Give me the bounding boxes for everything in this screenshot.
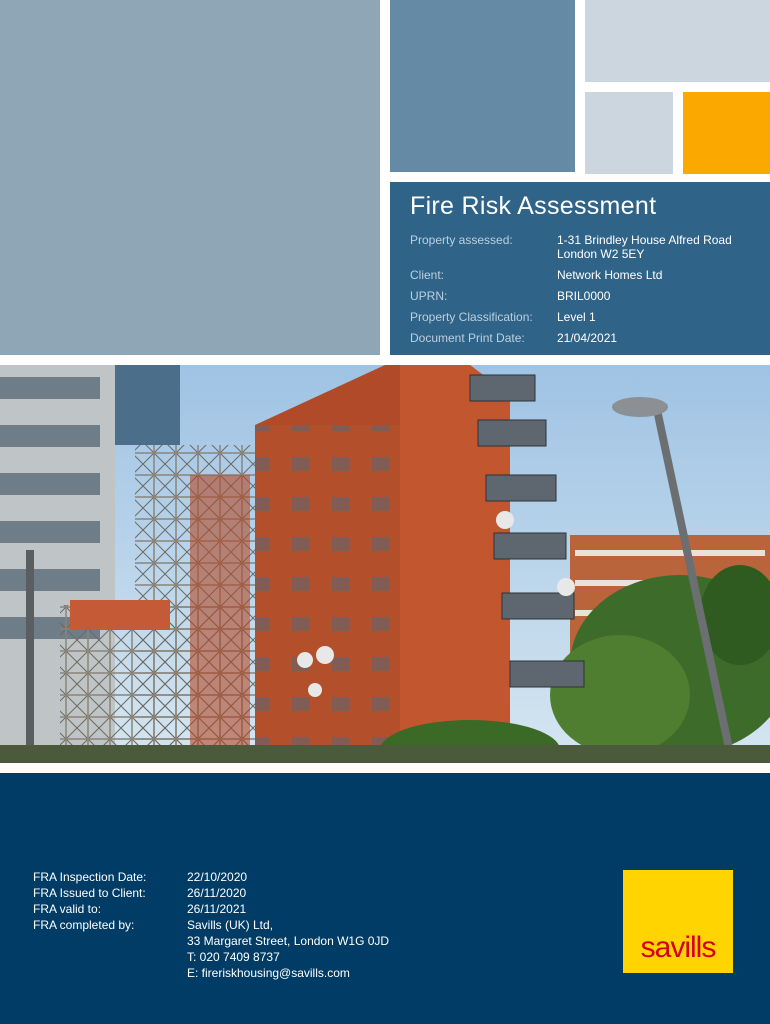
detail-value: Level 1 [557, 310, 596, 324]
detail-row-classification [410, 310, 770, 324]
detail-row-uprn [410, 289, 770, 303]
fra-details [33, 869, 447, 981]
fra-row-inspection [33, 869, 447, 885]
detail-value-line: London W2 5EY [557, 247, 645, 261]
fra-row-completed-by [33, 917, 447, 981]
fra-label: FRA Inspection Date: [33, 870, 147, 884]
fra-value-line: E: fireriskhousing@savills.com [187, 966, 350, 980]
fra-label: FRA Issued to Client: [33, 886, 146, 900]
decorative-block-blue [390, 0, 575, 172]
fra-label: FRA completed by: [33, 918, 135, 932]
fra-value: 26/11/2021 [187, 902, 247, 916]
fra-value: 22/10/2020 [187, 870, 248, 884]
detail-label: Property assessed: [410, 233, 513, 247]
detail-label: Property Classification: [410, 310, 533, 324]
fra-value-line: Savills (UK) Ltd, [187, 918, 274, 932]
document-title: Fire Risk Assessment [410, 192, 657, 220]
title-panel [390, 182, 770, 355]
detail-label: Document Print Date: [410, 331, 525, 345]
building-photo [0, 365, 770, 763]
detail-label: Client: [410, 268, 445, 282]
fra-row-valid [33, 901, 447, 917]
footer-panel [0, 773, 770, 1024]
detail-value: Network Homes Ltd [557, 268, 663, 282]
detail-value-line: 1-31 Brindley House Alfred Road [557, 233, 732, 247]
fra-value-line: T: 020 7409 8737 [187, 950, 280, 964]
decorative-block-orange [683, 92, 770, 174]
fra-value: 26/11/2020 [187, 886, 247, 900]
detail-value: BRIL0000 [557, 289, 611, 303]
detail-value [557, 233, 757, 261]
fra-value-line: 33 Margaret Street, London W1G 0JD [187, 934, 390, 948]
logo-text: savills [640, 931, 716, 964]
detail-row-print-date [410, 331, 770, 345]
detail-row-property [410, 233, 770, 261]
decorative-block-light-small [585, 92, 673, 174]
detail-value: 21/04/2021 [557, 331, 618, 345]
fra-value [187, 917, 447, 981]
fra-row-issued [33, 885, 447, 901]
decorative-block-light [585, 0, 770, 82]
fra-label: FRA valid to: [33, 902, 102, 916]
detail-row-client [410, 268, 770, 282]
detail-label: UPRN: [410, 289, 448, 303]
decorative-block-large [0, 0, 380, 355]
details-list [410, 233, 770, 345]
savills-logo [623, 870, 733, 973]
